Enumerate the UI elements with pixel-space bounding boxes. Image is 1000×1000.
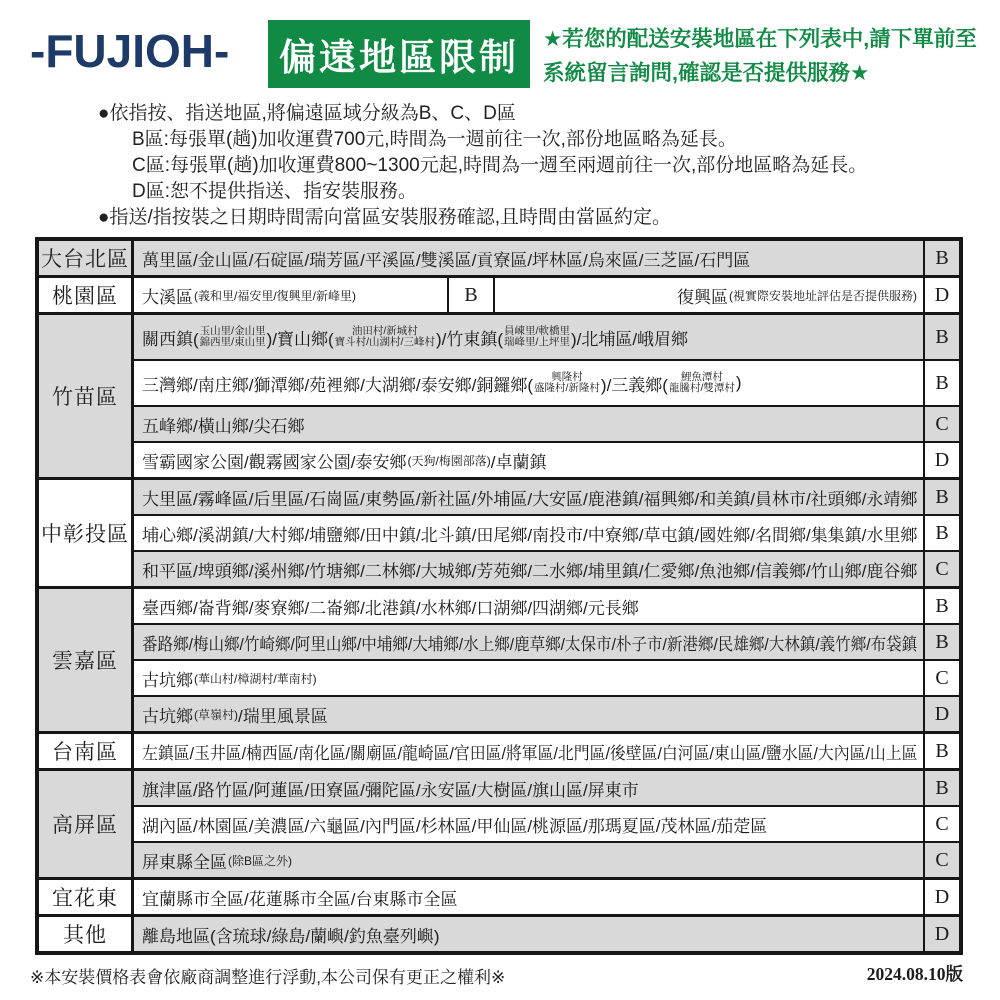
area-text: [142, 922, 440, 947]
area-main: 萬里區/金山區/石碇區/瑞芳區/平溪區/雙溪區/貢寮區/坪林區/烏來區/三芝區/石門區: [142, 250, 751, 270]
area-main: 湖內區/林園區/美濃區/六龜區/內門區/杉林區/甲仙區/桃源區/那瑪夏區/茂林區/茄萣區: [142, 816, 768, 836]
area-main: 左鎮區/玉井區/楠西區/南化區/關廟區/龍崎區/官田區/將軍區/北門區/後壁區/白河區/東山區/鹽水區/大內區/山上區: [142, 743, 918, 763]
table-row: [134, 695, 959, 731]
area-cell: [495, 278, 923, 312]
region-rows: [134, 917, 959, 951]
area-main: 三灣鄉/南庄鄉/獅潭鄉/苑裡鄉/大湖鄉/泰安鄉/銅鑼鄉(: [142, 375, 533, 395]
table-row: [134, 659, 959, 695]
area-main: 古坑鄉: [142, 670, 193, 690]
stacked-line: 興隆村: [551, 370, 583, 383]
stacked-line: 瑞峰里/上坪里: [504, 336, 570, 348]
delivery-notice: [543, 22, 977, 90]
area-main: /卓蘭鎮: [490, 452, 547, 472]
grade-cell: B: [923, 480, 959, 514]
area-cell: [134, 241, 923, 275]
grade-cell: C: [923, 407, 959, 441]
grade-cell: D: [923, 917, 959, 951]
notice-line-1: ★若您的配送安裝地區在下列表中,請下單前至: [543, 27, 977, 51]
rule-zone-b: B區:每張單(趟)加收運費700元,時間為一週前往一次,部份地區略為延長。: [132, 129, 737, 150]
area-text: [142, 702, 328, 727]
area-cell: [134, 589, 923, 623]
stacked-line: 龍騰村/雙潭村: [668, 382, 735, 394]
area-paren-note: (天狗/梅園部落): [407, 453, 491, 468]
stacked-note: [668, 372, 736, 395]
region-cell: 其他: [39, 917, 134, 951]
area-text: [142, 485, 917, 510]
region-cell: 中彰投區: [39, 480, 134, 586]
region-rows: [134, 315, 959, 477]
area-main: 屏東縣全區: [142, 852, 227, 872]
table-row: [134, 405, 959, 441]
stacked-line: 鯉魚潭村: [680, 370, 723, 383]
area-cell: [134, 843, 923, 877]
table-group: [39, 275, 959, 312]
table-row: [134, 880, 959, 914]
grade-cell: B: [923, 625, 959, 659]
grade-cell: B: [923, 315, 959, 359]
table-row: [134, 623, 959, 659]
area-main: 番路鄉/梅山鄉/竹崎鄉/阿里山鄉/中埔鄉/大埔鄉/水上鄉/鹿草鄉/太保市/朴子市/新港鄉/民雄鄉/大林鎮/義竹鄉/布袋鎮: [142, 634, 918, 654]
table-row: [134, 734, 959, 768]
area-text: [142, 448, 547, 473]
table-group: [39, 877, 959, 914]
area-paren-note: (除B區之外): [228, 853, 292, 868]
region-cell: 竹苗區: [39, 315, 134, 477]
region-cell: 大台北區: [39, 241, 134, 275]
region-cell: 高屏區: [39, 771, 134, 877]
region-rows: [134, 241, 959, 275]
region-rows: [134, 880, 959, 914]
stacked-note: [199, 326, 267, 349]
area-cell: [134, 917, 923, 951]
region-rows: [134, 771, 959, 877]
area-main: 大里區/霧峰區/后里區/石崗區/東勢區/新社區/外埔區/大安區/鹿港鎮/福興鄉/和美鎮/員林市/社頭鄉/永靖鄉: [142, 489, 918, 509]
rule-line-5: ●指送/指按裝之日期時間需向當區安裝服務確認,且時間由當區約定。: [98, 207, 672, 228]
table-row: [134, 241, 959, 275]
area-main: 臺西鄉/崙背鄉/麥寮鄉/二崙鄉/北港鎮/水林鄉/口湖鄉/四湖鄉/元長鄉: [142, 598, 639, 618]
area-main: )/三義鄉(: [600, 375, 668, 395]
area-main: ): [735, 373, 742, 392]
restriction-table: [35, 237, 963, 955]
table-row: [134, 359, 959, 405]
area-main: )/寶山鄉(: [266, 329, 334, 349]
table-row: [134, 480, 959, 514]
area-text: [142, 521, 917, 546]
table-row: [134, 441, 959, 477]
area-cell: [134, 661, 923, 695]
area-paren-note: (華山村/樟湖村/華南村): [194, 671, 317, 686]
zone-rules: [98, 101, 867, 231]
table-row: [134, 589, 959, 623]
area-cell: [134, 361, 923, 405]
area-cell: [134, 734, 923, 768]
grade-cell: D: [923, 278, 959, 312]
table-group: [39, 731, 959, 768]
area-main: 宜蘭縣市全區/花蓮縣市全區/台東縣市全區: [142, 889, 458, 909]
area-paren-note: (視實際安裝地址評估是否提供服務): [729, 288, 917, 303]
area-main: 關西鎮(: [142, 329, 199, 349]
region-cell: 宜花東: [39, 880, 134, 914]
stacked-note: [334, 326, 436, 349]
region-rows: [134, 734, 959, 768]
grade-cell: B: [923, 734, 959, 768]
table-row: [134, 514, 959, 550]
area-cell: [134, 480, 923, 514]
area-main: 離島地區(含琉球/綠島/蘭嶼/釣魚臺列嶼): [142, 926, 440, 946]
grade-cell: B: [923, 771, 959, 805]
area-text: [142, 594, 639, 619]
region-cell: 雲嘉區: [39, 589, 134, 731]
area-paren-note: (草嶺村): [194, 707, 238, 722]
grade-cell: C: [923, 843, 959, 877]
brand-logo: -FUJIOH-: [30, 25, 230, 77]
rule-zone-c: C區:每張單(趟)加收運費800~1300元起,時間為一週至兩週前往一次,部份地區略為延長。: [132, 155, 868, 176]
area-text: [142, 283, 356, 308]
table-row: [134, 805, 959, 841]
area-main: )/竹東鎮(: [435, 329, 504, 349]
stacked-note: [503, 326, 571, 349]
grade-cell: D: [923, 443, 959, 477]
area-text: [142, 739, 917, 764]
area-cell: [134, 278, 447, 312]
table-row: [134, 278, 959, 312]
grade-cell: D: [923, 880, 959, 914]
area-text: [677, 283, 917, 308]
table-group: [39, 312, 959, 477]
rule-line-1: ●依指按、指送地區,將偏遠區域分級為B、C、D區: [98, 103, 516, 124]
area-cell: [134, 552, 923, 586]
table-row: [134, 771, 959, 805]
area-text: [142, 812, 767, 837]
table-group: [39, 914, 959, 951]
region-cell: 桃園區: [39, 278, 134, 312]
area-main: /瑞里風景區: [238, 706, 328, 726]
stacked-line: 寶斗村/山湖村/三峰村: [334, 336, 435, 348]
stacked-line: 員崠里/軟橋里: [504, 324, 570, 337]
area-text: [142, 325, 688, 350]
region-rows: [134, 480, 959, 586]
grade-cell: C: [923, 807, 959, 841]
stacked-line: 油田村/新城村: [351, 324, 418, 337]
area-main: 五峰鄉/橫山鄉/尖石鄉: [142, 416, 305, 436]
area-cell: [134, 880, 923, 914]
region-rows: [134, 589, 959, 731]
area-text: [142, 885, 457, 910]
grade-cell: B: [447, 278, 495, 312]
area-main: 復興區: [677, 287, 728, 307]
notice-line-2: 系統留言詢問,確認是否提供服務★: [543, 61, 870, 85]
table-row: [134, 841, 959, 877]
table-group: [39, 768, 959, 877]
footer-note: ※本安裝價格表會依廠商調整進行浮動,本公司保有更正之權利※: [30, 968, 506, 987]
grade-cell: B: [923, 589, 959, 623]
area-text: [142, 666, 317, 691]
table-group: [39, 586, 959, 731]
area-cell: [134, 807, 923, 841]
grade-cell: B: [923, 361, 959, 405]
area-text: [142, 630, 917, 655]
area-main: )/北埔區/峨眉鄉: [570, 329, 689, 349]
area-main: 和平區/埤頭鄉/溪州鄉/竹塘鄉/二林鄉/大城鄉/芳苑鄉/二水鄉/埔里鎮/仁愛鄉/魚池鄉/信義鄉/竹山鄉/鹿谷鄉: [142, 561, 918, 581]
grade-cell: D: [923, 697, 959, 731]
area-main: 埔心鄉/溪湖鎮/大村鄉/埔鹽鄉/田中鎮/北斗鎮/田尾鄉/南投市/中寮鄉/草屯鎮/國姓鄉/名間鄉/集集鎮/水里鄉: [142, 525, 918, 545]
area-cell: [134, 516, 923, 550]
area-text: [142, 848, 292, 873]
region-rows: [134, 278, 959, 312]
stacked-line: 盛隆村/新隆村: [534, 382, 600, 394]
area-main: 旗津區/路竹區/阿蓮區/田寮區/彌陀區/永安區/大樹區/旗山區/屏東市: [142, 780, 639, 800]
rule-zone-d: D區:恕不提供指送、指安裝服務。: [132, 181, 418, 202]
area-cell: [134, 771, 923, 805]
region-cell: 台南區: [39, 734, 134, 768]
grade-cell: C: [923, 552, 959, 586]
stacked-line: 錦西里/東山里: [199, 336, 266, 348]
area-cell: [134, 315, 923, 359]
area-text: [142, 246, 750, 271]
area-text: [142, 776, 639, 801]
area-cell: [134, 443, 923, 477]
stacked-note: [533, 372, 601, 395]
area-text: [142, 412, 304, 437]
area-text: [142, 557, 917, 582]
table-group: [39, 477, 959, 586]
stacked-line: 玉山里/金山里: [199, 324, 266, 337]
table-row: [134, 917, 959, 951]
table-row: [134, 550, 959, 586]
title-badge: 偏遠地區限制: [268, 20, 530, 88]
area-main: 雪霸國家公園/觀霧國家公園/泰安鄉: [142, 452, 407, 472]
area-cell: [134, 407, 923, 441]
area-cell: [134, 625, 923, 659]
grade-cell: B: [923, 516, 959, 550]
table-row: [134, 315, 959, 359]
area-main: 古坑鄉: [142, 706, 193, 726]
area-cell: [134, 697, 923, 731]
area-main: 大溪區: [142, 287, 193, 307]
table-group: [39, 241, 959, 275]
area-paren-note: (義和里/福安里/復興里/新峰里): [194, 288, 356, 303]
version-label: 2024.08.10版: [866, 964, 963, 984]
grade-cell: C: [923, 661, 959, 695]
grade-cell: B: [923, 241, 959, 275]
area-text: [142, 371, 742, 396]
